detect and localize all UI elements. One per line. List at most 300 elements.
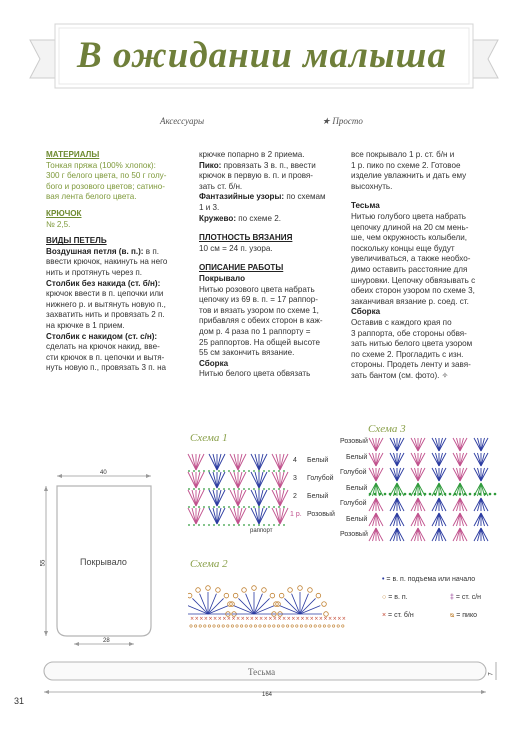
chain-dot [223, 488, 225, 490]
sc-mark: × [203, 616, 209, 622]
fan-stitch-group [369, 498, 383, 511]
fan-stitch-group [230, 472, 246, 488]
dc-stitch [192, 598, 208, 614]
dc-stitch [432, 513, 439, 526]
dc-stitch [415, 438, 419, 451]
text-line: Оставив с каждого края по [351, 317, 452, 327]
stitches-heading: ВИДЫ ПЕТЕЛЬ [46, 236, 107, 246]
fan-stitch-group [369, 513, 383, 526]
dc-stitch [209, 472, 217, 488]
stitch-line: ввести крючок, накинуть на него [46, 257, 168, 267]
chain-dot [198, 506, 200, 508]
picot-mark [233, 593, 238, 598]
text-line: 300 г белого цвета, по 50 г голу- [46, 171, 167, 181]
chain-dot [198, 524, 200, 526]
dc-stitch [259, 454, 263, 470]
chain-circle [309, 625, 311, 627]
scheme3-row-label: Белый [346, 515, 368, 523]
dc-stitch [418, 528, 425, 541]
dc-stitch [254, 598, 270, 614]
fan-stitch-group [251, 508, 267, 524]
chain-dot [213, 470, 215, 472]
legend-circle-icon: ○ [382, 594, 387, 601]
sc-mark: × [236, 616, 241, 622]
dc-stitch [217, 508, 221, 524]
dc-stitch [192, 508, 196, 524]
chain-circle [342, 625, 344, 627]
chain-circle [204, 625, 206, 627]
dc-stitch [300, 598, 316, 614]
dc-stitch [373, 528, 377, 541]
chain-circle [208, 625, 210, 627]
sc-mark: × [291, 616, 296, 622]
chain-dot [198, 470, 200, 472]
sc-mark: × [332, 616, 337, 622]
dc-stitch [217, 454, 221, 470]
legend-dc: = ст. с/н [455, 594, 482, 601]
dc-stitch [432, 438, 439, 451]
text-line: вая лента белого цвета. [46, 192, 137, 202]
dc-stitch [369, 528, 376, 541]
text-line: ше, чем окружность колыбели, [351, 233, 467, 243]
fan-stitch-group [453, 438, 467, 451]
text-line: крючке попарно в 2 приема. [199, 150, 305, 159]
scheme1-row-2-color: Белый [307, 493, 329, 500]
dc-stitch [415, 528, 419, 541]
dc-stitch [460, 453, 464, 466]
fan-stitch-group [188, 490, 204, 506]
sc-mark: × [208, 616, 213, 622]
dc-stitch [280, 472, 284, 488]
chain-dot [253, 524, 255, 526]
sc-mark: × [240, 616, 245, 622]
chain-circle [227, 625, 229, 627]
chain-dot [283, 506, 285, 508]
text-line: Нитью голубого цвета набрать [351, 211, 467, 221]
dc-stitch [432, 528, 439, 541]
chain-dot [494, 493, 497, 496]
chain-dot [273, 470, 275, 472]
dc-stitch [394, 453, 398, 466]
dc-stitch [411, 468, 418, 481]
stitch-line: захватить нить и провязать 2 п. [46, 310, 165, 320]
chain-dot [283, 470, 285, 472]
picot-mark [224, 593, 229, 598]
fan-stitch-group [411, 483, 425, 496]
scheme1-row-2-num: 2 [293, 493, 297, 500]
text-line: зать бантом (см. фото). ✧ [351, 370, 449, 380]
dc-stitch [217, 490, 225, 506]
dc-stitch [373, 453, 377, 466]
dc-stitch [481, 468, 488, 481]
chain-circle [273, 625, 275, 627]
dc-stitch [238, 454, 246, 470]
sc-mark: × [199, 616, 204, 622]
scheme1-chart [186, 448, 290, 528]
scheme2-chart [188, 568, 368, 630]
text-line: бого и розового цветов; сатино- [46, 181, 165, 191]
dc-stitch [192, 454, 196, 470]
sc-mark: × [226, 616, 232, 622]
chain-dot [248, 488, 250, 490]
dc-stitch [188, 490, 196, 506]
dc-stitch [251, 454, 259, 470]
work-heading: ОПИСАНИЕ РАБОТЫ [199, 263, 284, 273]
stitch-line: сти крючок в п. цепочки и вытя- [46, 352, 165, 362]
chain-dot [208, 506, 210, 508]
text-line: крючок в первую в. п. и провя- [199, 171, 313, 181]
text-line: Фантазийные узоры: по схемам [199, 192, 326, 202]
dc-stitch [411, 453, 418, 466]
dc-stitch [280, 508, 288, 524]
dc-stitch [369, 438, 376, 451]
chain-dot [278, 524, 280, 526]
dc-stitch [415, 468, 419, 481]
dc-stitch [481, 513, 488, 526]
dc-stitch [418, 453, 425, 466]
dc-stitch [188, 508, 196, 524]
dc-stitch [436, 513, 440, 526]
scheme2-title: Схема 2 [190, 558, 228, 570]
dc-stitch [415, 498, 419, 511]
chain-circle [194, 625, 196, 627]
fan-stitch-group [474, 438, 488, 451]
dc-stitch [418, 453, 422, 466]
dc-stitch [397, 453, 404, 466]
chain-dot [409, 493, 412, 496]
chain-circle [245, 625, 247, 627]
dc-stitch [481, 438, 488, 451]
picot-mark [262, 588, 267, 593]
dc-stitch [188, 472, 196, 488]
chain-circle [337, 625, 339, 627]
dc-stitch [457, 468, 461, 481]
chain-dot [258, 506, 260, 508]
dc-stitch [276, 490, 280, 506]
density-heading: ПЛОТНОСТЬ ВЯЗАНИЯ [199, 233, 293, 243]
chain-dot [188, 524, 190, 526]
stitch-line: Столбик без накида (ст. б/н): [46, 278, 161, 288]
picot-mark [270, 593, 275, 598]
dc-stitch [453, 468, 460, 481]
dc-stitch [369, 453, 376, 466]
dc-stitch [394, 498, 398, 511]
chain-dot [233, 488, 235, 490]
dc-stitch [439, 528, 443, 541]
chain-dot [193, 506, 195, 508]
dc-stitch [280, 490, 284, 506]
dc-stitch [460, 513, 464, 526]
fan-stitch-group [369, 438, 383, 451]
cover-width-label: 40 [100, 470, 107, 476]
text-line: 1 р. пико по схеме 2. Готовое [351, 160, 461, 170]
chain-circle [268, 625, 270, 627]
dc-stitch [213, 508, 217, 524]
dc-stitch [474, 468, 481, 481]
dc-stitch [238, 490, 242, 506]
chain-dot [203, 506, 205, 508]
dc-stitch [478, 468, 482, 481]
dc-stitch [276, 454, 280, 470]
chain-dot [193, 470, 195, 472]
dc-stitch [411, 528, 418, 541]
stitch-line: на крючке в 1 прием. [46, 320, 125, 330]
dc-stitch [481, 438, 485, 451]
picot-mark [322, 602, 327, 607]
chain-dot [188, 506, 190, 508]
fan-stitch-group [432, 468, 446, 481]
dc-stitch [373, 438, 377, 451]
fan-stitch-group [453, 528, 467, 541]
chain-dot [203, 470, 205, 472]
dc-stitch [196, 508, 204, 524]
dc-stitch [259, 508, 267, 524]
chain-dot [384, 493, 387, 496]
picot-mark [288, 588, 293, 593]
dc-stitch [481, 498, 485, 511]
chain-circle [300, 625, 302, 627]
chain-dot [273, 524, 275, 526]
dc-stitch [369, 498, 376, 511]
dc-stitch [439, 453, 443, 466]
text-line: цепочку длиной на 20 см мень- [351, 222, 469, 232]
dc-stitch [457, 528, 461, 541]
chain-circle [240, 625, 242, 627]
dc-stitch [272, 508, 280, 524]
fan-stitch-group [390, 483, 404, 496]
dc-stitch [280, 490, 288, 506]
dc-stitch [481, 513, 485, 526]
chain-circle [263, 625, 265, 627]
chain-dot [243, 524, 245, 526]
dc-stitch [432, 453, 439, 466]
fan-stitch-group [474, 453, 488, 466]
dc-stitch [188, 454, 196, 470]
dc-stitch [439, 438, 446, 451]
chain-dot [278, 506, 280, 508]
scheme1-row-3-color: Голубой [307, 475, 334, 482]
scheme1-row-1-num: 1 р. [290, 511, 302, 518]
dc-stitch [390, 453, 397, 466]
dc-stitch [192, 490, 196, 506]
dc-stitch [439, 498, 443, 511]
chain-dot [238, 524, 240, 526]
dc-stitch [234, 454, 238, 470]
dc-stitch [478, 513, 482, 526]
sc-mark: × [254, 616, 259, 622]
dc-stitch [238, 490, 246, 506]
dc-stitch [460, 498, 467, 511]
dc-stitch [397, 528, 404, 541]
dc-stitch [213, 472, 217, 488]
fan-stitch-group [390, 498, 404, 511]
fan-stitch-group [411, 468, 425, 481]
dc-stitch [432, 498, 439, 511]
legend-chain-start: = в. п. подъема или начало [386, 576, 476, 583]
dc-stitch [284, 598, 300, 614]
materials-text [46, 161, 190, 203]
dc-stitch [373, 513, 377, 526]
chain-dot [278, 488, 280, 490]
dc-stitch [376, 453, 383, 466]
chain-dot [203, 524, 205, 526]
chain-dot [213, 524, 215, 526]
dc-stitch [213, 454, 217, 470]
sc-mark: × [190, 616, 195, 622]
sc-mark: × [194, 616, 199, 622]
dc-stitch [259, 454, 267, 470]
sc-mark: × [305, 616, 310, 622]
chain-dot [429, 493, 432, 496]
dc-stitch [230, 454, 238, 470]
dc-stitch [436, 528, 440, 541]
chain-dot [263, 524, 265, 526]
dc-stitch [259, 472, 263, 488]
dc-stitch [192, 472, 196, 488]
dc-stitch [418, 498, 425, 511]
dc-stitch [460, 513, 467, 526]
chain-dot [208, 470, 210, 472]
chain-circle [286, 625, 288, 627]
ribbon-label: Тесьма [248, 667, 276, 677]
text-line: заканчивая вязание р. соед. ст. [351, 296, 469, 306]
fan-stitch-group [209, 454, 225, 470]
dc-stitch [376, 528, 380, 541]
fan-stitch-group [453, 468, 467, 481]
chain-dot [469, 493, 472, 496]
sc-mark: × [259, 616, 264, 622]
dc-stitch [478, 528, 482, 541]
chain-dot [223, 506, 225, 508]
sc-mark: × [341, 616, 347, 622]
fan-stitch-group [432, 513, 446, 526]
chain-dot [228, 470, 230, 472]
dc-stitch [397, 438, 404, 451]
picot-mark [206, 586, 211, 591]
chain-dot [263, 488, 265, 490]
dc-stitch [481, 528, 488, 541]
text-line: увеличиваться, а также необхо- [351, 254, 471, 264]
chain-dot [218, 470, 220, 472]
chain-circle [332, 625, 334, 627]
dc-stitch [376, 453, 380, 466]
scheme1-row-4-color: Белый [307, 457, 329, 464]
hook-heading: КРЮЧОК [46, 208, 82, 218]
dc-stitch [272, 472, 280, 488]
scheme1-row-1-color: Розовый [307, 511, 335, 518]
scheme3-row-label: Розовый [340, 438, 368, 445]
text-line: зать нитью белого цвета узором [351, 339, 473, 349]
cover-label: Покрывало [80, 557, 127, 567]
text-line: 1 и 3. [199, 202, 220, 212]
dc-stitch [439, 453, 446, 466]
dc-stitch [238, 508, 246, 524]
dc-stitch [238, 598, 254, 614]
sc-mark: × [277, 616, 282, 622]
dc-stitch [474, 528, 481, 541]
chain-dot [449, 493, 452, 496]
chain-dot [394, 493, 397, 496]
chain-circle [259, 625, 261, 627]
picot-mark [216, 588, 221, 593]
density-value: 10 см = 24 п. узора. [199, 243, 273, 253]
text-line: 55 см закончить вязание. [199, 348, 295, 358]
dc-stitch [411, 438, 418, 451]
chain-circle [314, 625, 316, 627]
dc-stitch [234, 490, 238, 506]
dc-stitch [418, 468, 425, 481]
chain-dot [374, 493, 377, 496]
dc-stitch [394, 468, 398, 481]
text-line: обеих сторон узором по схеме 3, [351, 286, 475, 296]
dc-stitch [418, 498, 422, 511]
ribbon-height-label: 7 [488, 672, 495, 676]
dc-stitch [238, 454, 242, 470]
scheme3-row-label: Белый [346, 484, 368, 492]
chain-dot [484, 493, 487, 496]
fan-stitch-group [369, 468, 383, 481]
fan-stitch-group [230, 454, 246, 470]
dc-stitch [217, 472, 225, 488]
chain-dot [193, 488, 195, 490]
chain-circle [296, 625, 298, 627]
dc-stitch [280, 454, 284, 470]
fan-stitch-group [209, 490, 225, 506]
dc-stitch [280, 508, 284, 524]
dc-stitch [453, 498, 460, 511]
dc-stitch [230, 508, 238, 524]
sc-mark: × [337, 616, 342, 622]
stitch-line: нить и протянуть через п. [46, 267, 143, 277]
dc-stitch [376, 528, 383, 541]
chain-dot [228, 506, 230, 508]
dc-stitch [369, 468, 376, 481]
scheme3-title: Схема 3 [368, 423, 406, 435]
chain-dot [198, 488, 200, 490]
text-line: все покрывало 1 р. ст. б/н и [351, 150, 455, 159]
column-work [199, 150, 341, 380]
chain-dot [208, 488, 210, 490]
dc-stitch [460, 468, 464, 481]
dc-stitch [474, 513, 481, 526]
legend-sc: = ст. б/н [388, 612, 414, 619]
cover-height-label: 55 [40, 559, 47, 567]
dc-stitch [373, 498, 377, 511]
fan-stitch-group [188, 454, 204, 470]
dc-stitch [234, 508, 238, 524]
fan-stitch-group [390, 453, 404, 466]
difficulty-label: ★ Просто [322, 116, 363, 126]
dc-stitch [376, 513, 383, 526]
dc-stitch [196, 490, 200, 506]
scheme3-row-label: Белый [346, 453, 368, 461]
fan-stitch-group [230, 490, 246, 506]
fan-stitch-group [251, 454, 267, 470]
dc-stitch [432, 468, 439, 481]
fan-stitch-group [411, 498, 425, 511]
dc-stitch [418, 438, 422, 451]
text-line: дом р. 4 раза по 1 раппорту = [199, 326, 311, 336]
dc-stitch [460, 438, 467, 451]
dc-stitch [397, 453, 401, 466]
dc-stitch [376, 438, 383, 451]
cover-finish-text [351, 150, 497, 192]
fan-stitch-group [432, 528, 446, 541]
dc-stitch [280, 454, 288, 470]
chain-dot [389, 493, 392, 496]
sc-mark: × [272, 616, 278, 622]
chain-dot [379, 493, 382, 496]
